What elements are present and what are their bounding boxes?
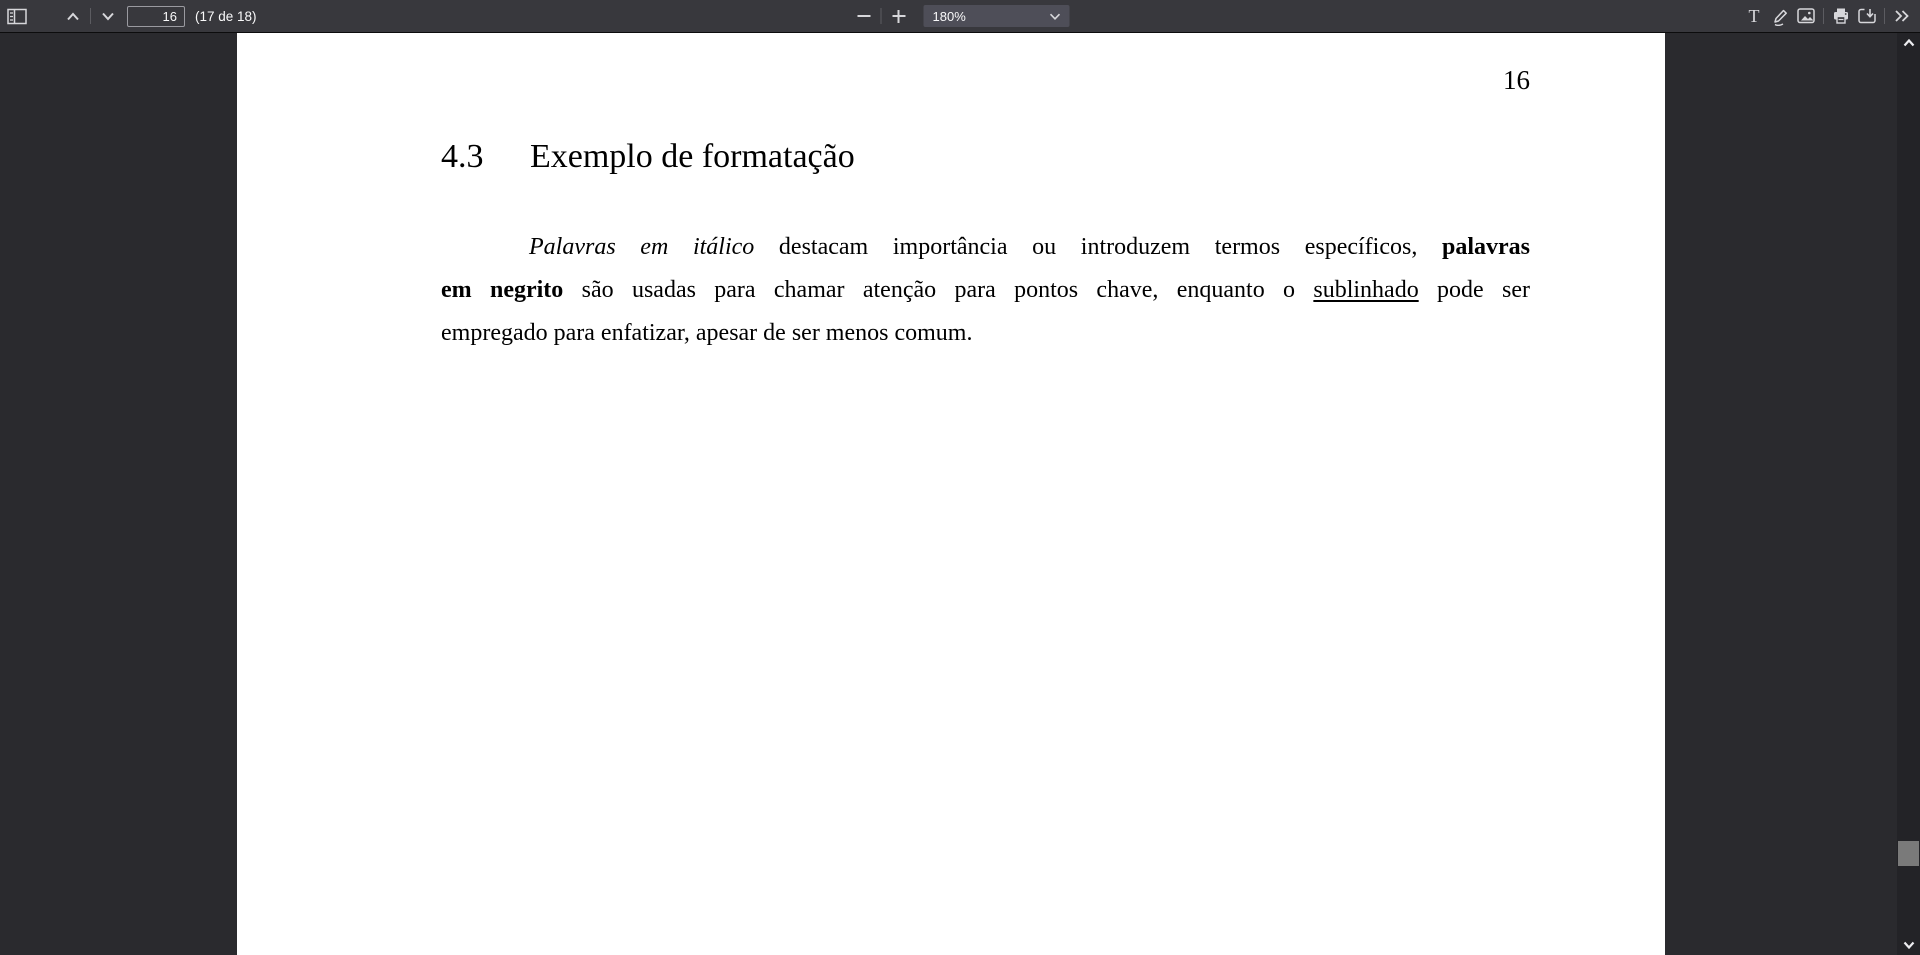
document-page-number: 16	[1503, 65, 1530, 95]
toolbar-left-group	[4, 0, 257, 32]
chevron-down-icon	[1050, 13, 1061, 20]
bold-text: em negrito	[441, 277, 564, 303]
section-title: Exemplo de formatação	[530, 138, 855, 175]
zoom-level-value: 180%	[932, 8, 966, 24]
body-text: destacam importância ou introduzem termos específicos,	[754, 234, 1442, 260]
text-tool-icon: T	[1748, 6, 1760, 26]
scrollbar-thumb[interactable]	[1898, 841, 1919, 866]
draw-annotation-button[interactable]	[1767, 3, 1793, 29]
minus-icon	[857, 15, 870, 17]
body-text: pode ser	[1418, 277, 1530, 303]
paragraph-line	[441, 269, 1530, 312]
pdf-viewer-toolbar	[0, 0, 1920, 33]
image-annotation-button[interactable]	[1793, 3, 1819, 29]
printer-icon	[1832, 7, 1850, 25]
double-chevron-right-icon	[1894, 10, 1910, 22]
zoom-in-button[interactable]	[886, 3, 912, 29]
toolbar-right-group	[1741, 0, 1915, 32]
section-number: 4.3	[441, 138, 484, 175]
next-page-button[interactable]	[95, 3, 121, 29]
page-number-input[interactable]	[127, 6, 185, 27]
pen-icon	[1771, 7, 1789, 26]
free-text-annotation-button[interactable]	[1741, 3, 1767, 29]
chevron-down-icon	[1903, 941, 1915, 949]
paragraph-line	[441, 312, 1530, 355]
body-text: são usadas para chamar atenção para pontos chave, enquanto o	[563, 277, 1314, 303]
scroll-up-button[interactable]	[1897, 35, 1920, 51]
plus-icon	[892, 10, 905, 23]
previous-page-button[interactable]	[60, 3, 86, 29]
pdf-page	[237, 33, 1665, 955]
pdf-viewer-area	[0, 33, 1920, 955]
body-paragraph	[441, 226, 1530, 355]
toolbar-divider	[881, 8, 882, 24]
chevron-up-icon	[66, 12, 80, 21]
italic-text: Palavras em itálico	[529, 234, 755, 260]
chevron-up-icon	[1903, 39, 1915, 47]
page-count-label: (17 de 18)	[195, 8, 257, 24]
underlined-text: sublinhado	[1313, 277, 1419, 303]
zoom-out-button[interactable]	[851, 3, 877, 29]
vertical-scrollbar[interactable]	[1897, 33, 1920, 955]
toolbar-divider	[90, 8, 91, 24]
toolbar-divider	[1884, 8, 1885, 24]
body-text: empregado para enfatizar, apesar de ser menos comum.	[441, 320, 973, 346]
more-tools-button[interactable]	[1889, 3, 1915, 29]
bold-text: palavras	[1441, 234, 1530, 260]
toolbar-divider	[1823, 8, 1824, 24]
section-heading	[441, 138, 1541, 176]
scroll-down-button[interactable]	[1897, 937, 1920, 953]
zoom-level-select[interactable]	[924, 5, 1070, 27]
sidebar-icon	[7, 8, 27, 25]
save-button[interactable]	[1854, 3, 1880, 29]
toggle-sidebar-button[interactable]	[4, 3, 30, 29]
download-icon	[1858, 8, 1876, 24]
toolbar-zoom-group	[851, 0, 1070, 32]
image-icon	[1797, 8, 1815, 24]
print-button[interactable]	[1828, 3, 1854, 29]
chevron-down-icon	[101, 12, 115, 21]
paragraph-line	[441, 226, 1530, 269]
